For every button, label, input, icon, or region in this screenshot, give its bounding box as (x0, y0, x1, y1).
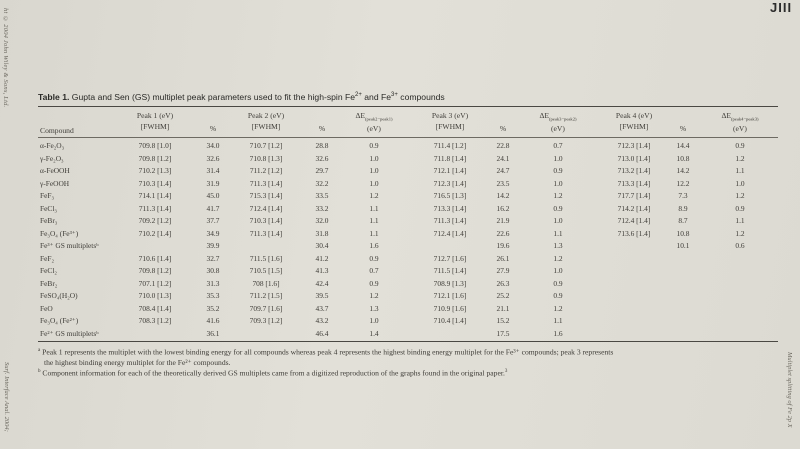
header-delta1-ev: (eV) (367, 124, 381, 133)
peak1-cell: 710.2 [1.3] (138, 166, 172, 175)
peak4-percent-cell: 8.7 (678, 216, 688, 225)
peak1-cell: 709.8 [1.0] (138, 141, 172, 150)
running-header-margin-text: Multiplet splitting of Fe 2p X (786, 352, 793, 428)
caption-and: and Fe (361, 92, 392, 102)
header-delta2-ev: (eV) (551, 124, 565, 133)
table-row (38, 266, 778, 276)
compound-cell: Fe₃O₄ (Fe²⁺) (40, 316, 79, 325)
compound-cell: Fe²⁺ GS multipletsᵇ (40, 328, 99, 338)
table-row (38, 291, 778, 301)
table-row (38, 141, 778, 151)
peak1-percent-cell: 34.0 (206, 141, 220, 150)
delta3-cell: 1.1 (735, 216, 745, 225)
peak2-cell: 715.3 [1.4] (249, 191, 283, 200)
delta2-cell: 0.9 (553, 203, 563, 213)
peak3-cell: 716.5 [1.3] (433, 191, 467, 200)
peak2-percent-cell: 31.8 (315, 228, 329, 238)
peak2-percent-cell: 28.8 (315, 141, 329, 150)
peak3-cell: 712.1 [1.6] (433, 291, 467, 300)
peak1-cell: 710.6 [1.4] (138, 253, 172, 263)
delta1-cell: 1.2 (369, 291, 379, 300)
delta1-cell: 1.0 (369, 178, 379, 188)
delta1-cell: 1.0 (369, 316, 379, 325)
peak3-cell: 712.4 [1.4] (433, 228, 467, 238)
peak2-cell: 710.5 [1.5] (249, 266, 283, 275)
caption-superscript-1: 2+ (355, 92, 362, 99)
peak1-percent-cell: 32.7 (206, 253, 220, 263)
delta2-cell: 1.0 (553, 216, 563, 225)
peak1-percent-cell: 36.1 (206, 328, 220, 338)
copyright-margin-text: ht © 2004 John Wiley & Sons, Ltd. (2, 8, 9, 108)
peak3-cell: 711.5 [1.4] (433, 266, 467, 275)
peak1-cell: 708.4 [1.4] (138, 303, 172, 313)
peak1-percent-cell: 30.8 (206, 266, 220, 275)
compound-cell: FeF₃ (40, 191, 55, 200)
peak3-percent-cell: 21.1 (496, 303, 510, 313)
peak4-percent-cell: 12.2 (676, 178, 690, 188)
peak1-cell: 709.8 [1.2] (138, 266, 172, 275)
peak3-cell: 710.9 [1.6] (433, 303, 467, 313)
peak4-percent-cell: 14.4 (676, 141, 690, 150)
peak2-percent-cell: 32.0 (315, 216, 329, 225)
header-peak3: Peak 3 (eV) (431, 111, 469, 120)
delta1-cell: 1.1 (369, 228, 379, 238)
peak1-percent-cell: 45.0 (206, 191, 220, 200)
peak2-percent-cell: 41.3 (315, 266, 329, 275)
delta3-cell: 0.9 (735, 203, 745, 213)
peak2-cell: 711.5 [1.6] (249, 253, 283, 263)
table-row (38, 316, 778, 326)
header-peak1: Peak 1 (eV) (136, 111, 174, 120)
delta2-cell: 0.7 (553, 141, 563, 150)
caption-text: Gupta and Sen (GS) multiplet peak parameters used to fit the high-spin Fe (71, 92, 356, 102)
table-row (38, 191, 778, 201)
peak2-percent-cell: 43.7 (315, 303, 329, 313)
peak1-percent-cell: 34.9 (206, 228, 220, 238)
header-peak4: Peak 4 (eV) (615, 111, 653, 120)
peak3-cell: 711.4 [1.2] (433, 141, 467, 150)
delta2-cell: 0.9 (553, 291, 563, 300)
compound-cell: FeF₂ (40, 253, 55, 263)
peak3-cell: 710.4 [1.4] (433, 316, 467, 325)
peak1-cell: 707.1 [1.2] (138, 278, 172, 288)
peak1-percent-cell: 31.3 (206, 278, 220, 288)
delta1-cell: 1.2 (369, 191, 379, 200)
delta2-cell: 1.2 (553, 191, 563, 200)
delta3-cell: 1.2 (735, 228, 745, 238)
table-row (38, 204, 778, 214)
delta2-cell: 1.0 (553, 266, 563, 275)
table-top-rule (38, 106, 778, 107)
delta1-cell: 0.7 (369, 266, 379, 275)
peak3-percent-cell: 15.2 (496, 316, 510, 325)
peak2-cell: 711.2 [1.5] (249, 291, 283, 300)
compound-cell: FeBr₂ (40, 278, 58, 288)
table-row (38, 216, 778, 226)
peak4-cell: 712.4 [1.4] (617, 216, 651, 225)
table-row (38, 304, 778, 314)
footnote-b: $^b$ Component information for each of the theoretically derived GS multiplets came from a digitized reproduction of the graphs found in the original paper.$^3$ (38, 368, 508, 378)
compound-cell: FeBr₃ (40, 216, 58, 225)
table-row (38, 179, 778, 189)
peak2-cell: 710.8 [1.3] (249, 153, 283, 163)
peak3-percent-cell: 21.9 (496, 216, 510, 225)
header-delta2: $\Delta E_{(peak3-peak2)}$ (539, 111, 577, 122)
delta3-cell: 1.0 (735, 178, 745, 188)
compound-cell: α-Fe₂O₃ (40, 141, 65, 150)
peak1-cell: 710.2 [1.4] (138, 228, 172, 238)
header-delta1: $\Delta E_{(peak2-peak1)}$ (355, 111, 393, 122)
delta3-cell: 1.2 (735, 191, 745, 200)
peak2-cell: 708 [1.6] (252, 278, 280, 288)
delta1-cell: 1.4 (369, 328, 379, 338)
delta1-cell: 1.0 (369, 166, 379, 175)
peak1-percent-cell: 37.7 (206, 216, 220, 225)
peak3-percent-cell: 27.9 (496, 266, 510, 275)
peak4-cell: 712.3 [1.4] (617, 141, 651, 150)
delta1-cell: 0.9 (369, 278, 379, 288)
header-peak4-fwhm: [FWHM] (619, 122, 649, 131)
delta2-cell: 1.2 (553, 253, 563, 263)
peak2-cell: 711.3 [1.4] (249, 228, 283, 238)
delta1-cell: 1.1 (369, 216, 379, 225)
compound-cell: Fe³⁺ GS multipletsᵇ (40, 241, 99, 250)
peak3-percent-cell: 23.5 (496, 178, 510, 188)
footnote-a: $^a$ Peak 1 represents the multiplet with the lowest binding energy for all compounds whereas peak 4 represents the highest binding energy multiplet for the Fe³⁺ compounds; peak 3 represents the highest binding energy multiplet for the Fe²⁺ compounds. (38, 347, 614, 367)
peak3-cell: 712.3 [1.4] (433, 178, 467, 188)
peak3-percent-cell: 19.6 (496, 241, 510, 250)
header-peak2-fwhm: [FWHM] (251, 122, 281, 131)
header-peak1-fwhm: [FWHM] (140, 122, 170, 131)
peak2-percent-cell: 33.2 (315, 203, 329, 213)
peak3-percent-cell: 22.8 (496, 141, 510, 150)
peak2-cell: 710.7 [1.2] (249, 141, 283, 150)
peak4-percent-cell: 14.2 (676, 166, 690, 175)
peak4-percent-cell: 10.1 (676, 241, 690, 250)
peak1-percent-cell: 35.3 (206, 291, 220, 300)
peak1-percent-cell: 32.6 (206, 153, 220, 163)
corner-journal-mark: JIII (770, 0, 793, 14)
delta2-cell: 1.0 (553, 178, 563, 188)
peak4-percent-cell: 8.9 (678, 203, 688, 213)
table-row (38, 254, 778, 264)
delta1-cell: 1.3 (369, 303, 379, 313)
delta1-cell: 0.9 (369, 253, 379, 263)
peak2-percent-cell: 43.2 (315, 316, 329, 325)
peak1-percent-cell: 39.9 (206, 241, 220, 250)
compound-cell: FeCl₃ (40, 203, 57, 213)
peak3-percent-cell: 24.1 (496, 153, 510, 163)
table-bottom-rule (38, 341, 778, 342)
peak1-cell: 709.2 [1.2] (138, 216, 172, 225)
header-peak2-percent: % (318, 124, 326, 133)
peak4-cell: 713.2 [1.4] (617, 166, 651, 175)
delta2-cell: 1.1 (553, 228, 563, 238)
peak4-percent-cell: 7.3 (678, 191, 688, 200)
peak3-cell: 708.9 [1.3] (433, 278, 467, 288)
table-row (38, 229, 778, 239)
delta1-cell: 0.9 (369, 141, 379, 150)
peak4-cell: 713.3 [1.4] (617, 178, 651, 188)
header-peak3-percent: % (499, 124, 507, 133)
peak3-cell: 713.3 [1.4] (433, 203, 467, 213)
table-row (38, 154, 778, 164)
table-row (38, 241, 778, 251)
peak1-percent-cell: 31.4 (206, 166, 220, 175)
delta1-cell: 1.0 (369, 153, 379, 163)
peak1-cell: 710.0 [1.3] (138, 291, 172, 300)
peak3-cell: 711.3 [1.4] (433, 216, 467, 225)
peak3-percent-cell: 25.2 (496, 291, 510, 300)
peak4-cell: 714.2 [1.4] (617, 203, 651, 213)
peak2-cell: 710.3 [1.4] (249, 216, 283, 225)
peak2-percent-cell: 30.4 (315, 241, 329, 250)
peak2-percent-cell: 41.2 (315, 253, 329, 263)
peak1-cell: 714.1 [1.4] (138, 191, 172, 200)
delta3-cell: 0.9 (735, 141, 745, 150)
caption-superscript-2: 3+ (391, 92, 398, 99)
compound-cell: FeSO₄(H₂O) (40, 291, 78, 300)
compound-cell: γ-Fe₂O₃ (40, 153, 64, 163)
delta2-cell: 1.2 (553, 303, 563, 313)
peak3-percent-cell: 24.7 (496, 166, 510, 175)
table-row (38, 279, 778, 289)
peak2-percent-cell: 33.5 (315, 191, 329, 200)
delta3-cell: 1.2 (735, 153, 745, 163)
header-bottom-rule (38, 137, 778, 138)
table-caption (38, 92, 778, 102)
peak2-cell: 709.3 [1.2] (249, 316, 283, 325)
peak1-cell: 709.8 [1.2] (138, 153, 172, 163)
peak3-percent-cell: 22.6 (496, 228, 510, 238)
peak1-percent-cell: 35.2 (206, 303, 220, 313)
peak3-cell: 712.1 [1.4] (433, 166, 467, 175)
delta2-cell: 1.0 (553, 153, 563, 163)
journal-citation-margin-text: Surf. Interface Anal. 2004; (3, 362, 10, 432)
peak4-cell: 713.0 [1.4] (617, 153, 651, 163)
header-delta3: $\Delta E_{(peak4-peak3)}$ (721, 111, 759, 122)
peak3-percent-cell: 14.2 (496, 191, 510, 200)
peak2-cell: 711.3 [1.4] (249, 178, 283, 188)
peak2-percent-cell: 29.7 (315, 166, 329, 175)
table-row (38, 166, 778, 176)
header-peak4-percent: % (679, 124, 687, 133)
peak3-cell: 711.8 [1.4] (433, 153, 467, 163)
header-peak1-percent: % (209, 124, 217, 133)
peak1-percent-cell: 41.7 (206, 203, 220, 213)
caption-end: compounds (397, 92, 445, 102)
delta3-cell: 1.1 (735, 166, 745, 175)
peak4-percent-cell: 10.8 (676, 153, 690, 163)
header-compound: Compound (40, 126, 74, 135)
peak1-percent-cell: 31.9 (206, 178, 220, 188)
peak3-percent-cell: 17.5 (496, 328, 510, 338)
compound-cell: FeCl₂ (40, 266, 57, 275)
delta2-cell: 1.1 (553, 316, 563, 325)
peak1-percent-cell: 41.6 (206, 316, 220, 325)
table-label: Table 1. (38, 92, 70, 102)
delta3-cell: 0.6 (735, 241, 745, 250)
peak1-cell: 708.3 [1.2] (138, 316, 172, 325)
peak3-percent-cell: 16.2 (496, 203, 510, 213)
peak2-percent-cell: 42.4 (315, 278, 329, 288)
peak2-percent-cell: 32.6 (315, 153, 329, 163)
peak1-cell: 711.3 [1.4] (138, 203, 172, 213)
peak4-cell: 717.7 [1.4] (617, 191, 651, 200)
table-row (38, 329, 778, 339)
peak1-cell: 710.3 [1.4] (138, 178, 172, 188)
delta1-cell: 1.1 (369, 203, 379, 213)
peak2-cell: 709.7 [1.6] (249, 303, 283, 313)
header-peak3-fwhm: [FWHM] (435, 122, 465, 131)
peak4-percent-cell: 10.8 (676, 228, 690, 238)
delta2-cell: 0.9 (553, 278, 563, 288)
peak3-percent-cell: 26.3 (496, 278, 510, 288)
peak2-percent-cell: 46.4 (315, 328, 329, 338)
compound-cell: α-FeOOH (40, 166, 70, 175)
compound-cell: γ-FeOOH (40, 178, 70, 188)
peak4-cell: 713.6 [1.4] (617, 228, 651, 238)
peak2-cell: 711.2 [1.2] (249, 166, 283, 175)
peak3-cell: 712.7 [1.6] (433, 253, 467, 263)
delta2-cell: 0.9 (553, 166, 563, 175)
compound-cell: FeO (40, 303, 53, 313)
peak2-cell: 712.4 [1.4] (249, 203, 283, 213)
delta1-cell: 1.6 (369, 241, 379, 250)
compound-cell: Fe₃O₄ (Fe³⁺) (40, 228, 79, 238)
header-delta3-ev: (eV) (733, 124, 747, 133)
peak2-percent-cell: 32.2 (315, 178, 329, 188)
peak2-percent-cell: 39.5 (315, 291, 329, 300)
delta2-cell: 1.6 (553, 328, 563, 338)
delta2-cell: 1.3 (553, 241, 563, 250)
header-peak2: Peak 2 (eV) (247, 111, 285, 120)
peak3-percent-cell: 26.1 (496, 253, 510, 263)
